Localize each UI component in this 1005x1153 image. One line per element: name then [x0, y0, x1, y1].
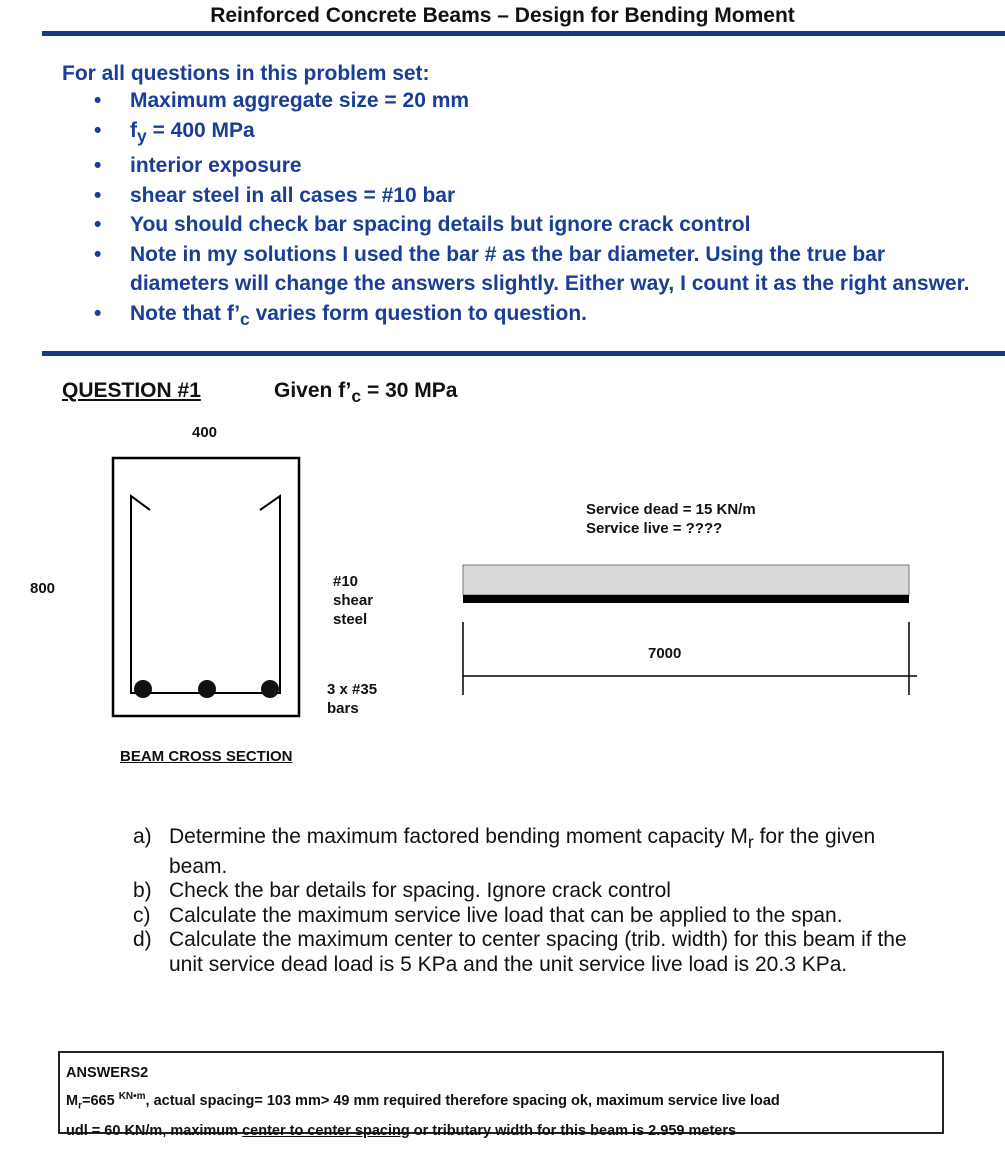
stirrup-shape — [131, 496, 280, 693]
part-marker: d) — [133, 928, 152, 952]
mr-subscript: r — [747, 832, 754, 853]
part-d-text: Calculate the maximum center to center spacing (trib. width) for this beam if the unit service dead load is 5 KPa and the unit service live load is 20.3 KPa. — [169, 928, 907, 976]
fy-symbol: f — [130, 118, 137, 142]
answers-box — [58, 1051, 944, 1139]
height-label: 800 — [30, 580, 56, 597]
list-item — [133, 904, 933, 929]
fy-value: = 400 MPa — [146, 118, 255, 142]
beam-support-line — [463, 595, 909, 603]
rebar-label-line: bars — [327, 700, 359, 717]
rebar-label — [327, 680, 377, 718]
list-item — [133, 825, 933, 879]
question-parts — [133, 825, 933, 977]
answer-text: 60 KN/m, maximum — [104, 1122, 243, 1139]
answer-text: center to center spacing — [242, 1122, 410, 1139]
moment-value: =665 — [82, 1092, 119, 1109]
span-label: 7000 — [648, 645, 682, 662]
rebar-right — [261, 680, 279, 698]
answer-line — [66, 1085, 942, 1119]
moment-unit: KN•m — [118, 1091, 146, 1102]
beam-elevation — [463, 565, 909, 595]
moment-subscript: r — [78, 1100, 82, 1112]
intro-heading: For all questions in this problem set: — [62, 62, 430, 85]
rebar-left — [134, 680, 152, 698]
list-item — [133, 879, 933, 904]
cross-section-caption: BEAM CROSS SECTION — [120, 748, 293, 765]
moment-symbol: M — [66, 1092, 79, 1109]
answer-text: , actual spacing= 103 mm> 49 mm required therefore spacing ok, maximum service live load — [145, 1092, 780, 1109]
given-subscript: c — [351, 386, 362, 407]
beam-section-outline — [113, 458, 299, 716]
live-load-label: Service live = ???? — [586, 520, 723, 537]
part-b-text: Check the bar details for spacing. Ignore crack control — [169, 879, 671, 903]
udl-label: udl = — [66, 1122, 105, 1139]
answer-text: or tributary width for this beam is 2.959 meters — [409, 1122, 737, 1139]
list-item — [133, 928, 933, 977]
fc-subscript: c — [240, 308, 250, 329]
part-marker: a) — [133, 825, 152, 848]
list-item: • Maximum aggregate size = 20 mm — [90, 86, 970, 116]
rebar-label-line: 3 x #35 — [327, 681, 378, 698]
list-item: • interior exposure — [90, 151, 970, 181]
part-marker: c) — [133, 903, 151, 927]
answer-line — [66, 1119, 942, 1143]
given-value: = 30 MPa — [361, 379, 458, 402]
list-item: • shear steel in all cases = #10 bar — [90, 181, 970, 211]
width-label: 400 — [192, 424, 218, 441]
shear-label-line: #10 — [333, 573, 359, 590]
given-text: Given f’ — [274, 379, 352, 402]
part-a-rest: for the given beam. — [169, 825, 876, 878]
shear-label-line: steel — [333, 611, 368, 628]
part-a-text: Determine the maximum factored bending moment capacity M — [169, 825, 748, 848]
answers-heading: ANSWERS2 — [66, 1065, 149, 1081]
list-item: • You should check bar spacing details but ignore crack control — [90, 210, 970, 240]
shear-steel-label — [333, 572, 373, 629]
dead-load-label: Service dead = 15 KN/m — [586, 501, 756, 518]
shear-label-line: shear — [333, 592, 374, 609]
question-label: QUESTION #1 — [62, 379, 201, 402]
list-item: • Note in my solutions I used the bar # as the bar diameter. Using the true bar diameters will change the answers slightly. Either way, I count it as the right answer. — [90, 240, 970, 299]
page-title: Reinforced Concrete Beams – Design for Bending Moment — [210, 4, 795, 27]
fc-note-rest: varies form question to question. — [249, 301, 587, 325]
fc-note-text: Note that f’ — [130, 301, 241, 325]
rebar-middle — [198, 680, 216, 698]
fy-subscript: y — [137, 125, 147, 146]
part-marker: b) — [133, 879, 152, 903]
part-c-text: Calculate the maximum service live load that can be applied to the span. — [169, 903, 843, 927]
load-labels — [586, 500, 756, 538]
